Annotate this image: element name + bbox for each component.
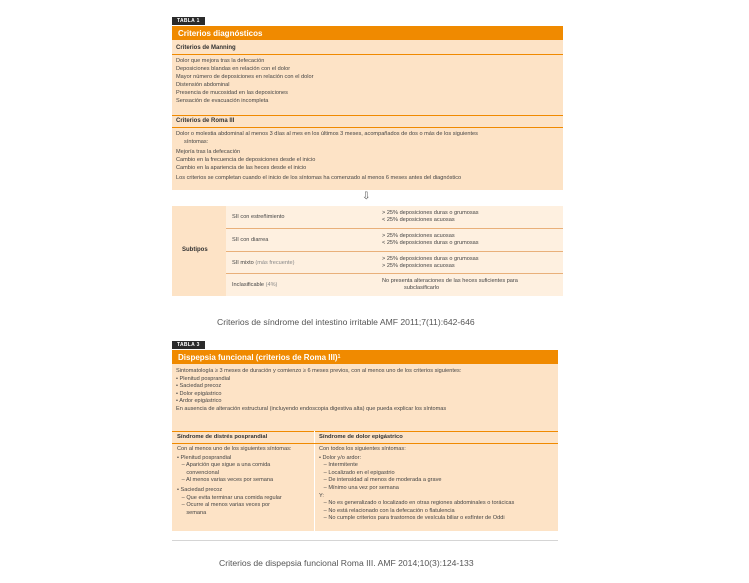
roma-separator [172,127,563,128]
distres-line: – Al menos varias veces por semana [177,477,274,484]
dolor-column [319,446,514,523]
distres-line: convencional [177,469,219,476]
distres-line: semana [177,509,207,516]
subtype-name: Inclasificable (4%) [232,281,278,288]
distres-line: – Ocurre al menos varias veces por [177,502,270,509]
manning-item: Mayor número de deposiciones en relación con el dolor [176,74,314,80]
dolor-line: Y: [319,492,324,499]
table3-mid-separator [172,431,558,432]
subtype-value: < 25% deposiciones duras o grumosas [382,240,479,246]
manning-item: Sensación de evacuación incompleta [176,98,269,104]
distres-intro: Con al menos uno de los siguientes síntomas: [177,446,292,452]
subtype-value: > 25% deposiciones acuosas [382,262,455,269]
table3-title: Dispepsia funcional (criterios de Roma III) 1 [172,350,558,364]
dolor-line: – Intermitente [319,462,358,469]
caption-table1: Criterios de síndrome del intestino irritable AMF 2011;7(11):642-646 [217,317,475,327]
roma-heading: Criterios de Roma III [176,118,235,124]
subtype-row [226,206,563,229]
subtype-value: > 25% deposiciones duras o grumosas [382,210,479,217]
subtype-row [226,274,563,295]
subtype-row [226,252,563,274]
subtype-name: SII con estreñimiento [232,214,285,220]
manning-item: Distensión abdominal [176,82,230,88]
subtype-value: > 25% deposiciones acuosas [382,233,455,240]
subtype-value: No presenta alteraciones de las heces suficientes para [382,277,518,284]
manning-list [176,57,313,105]
distres-line: • Saciedad precoz [177,486,223,493]
dolor-line: – No cumple criterios para trastornos de vesícula biliar o esfínter de Oddi [319,515,505,522]
table3-intro-block [176,368,461,414]
table3-item: • Ardor epigástrico [176,398,222,405]
table3-item: • Saciedad precoz [176,383,222,390]
caption-table3: Criterios de dispepsia funcional Roma III. AMF 2014;10(3):124-133 [219,558,474,568]
table3-intro: Sintomatología ≥ 3 meses de duración y comienzo ≥ 6 meses previos, con al menos uno de los criterios siguientes: [176,368,462,374]
roma-top-separator [172,115,563,116]
manning-heading: Criterios de Manning [176,45,236,51]
dolor-heading: Síndrome de dolor epigástrico [319,434,403,440]
subtype-row [226,229,563,252]
distres-heading: Síndrome de distrés posprandial [177,434,268,440]
roma-item: Cambio en la frecuencia de deposiciones desde el inicio [176,157,316,163]
subtype-value: < 25% deposiciones acuosas [382,217,455,223]
manning-item: Presencia de mucosidad en las deposiciones [176,90,288,96]
table1-tag: TABLA 1 [172,17,205,25]
manning-item: Deposiciones blandas en relación con el dolor [176,66,291,72]
subtypes-label: Subtipos [182,247,208,253]
distres-line: • Plenitud posprandial [177,454,232,461]
roma-item: Cambio en la apariencia de las heces desde el inicio [176,165,307,171]
dolor-intro: Con todos los siguientes síntomas: [319,446,406,452]
manning-separator [172,54,563,55]
roma-intro: Dolor o molestia abdominal al menos 3 días al mes en los últimos 3 meses, acompañados de dos o más de los siguientes [176,131,478,137]
column-divider [314,431,315,531]
distres-column [177,446,291,517]
distres-line: – Aparición que sigue a una comida [177,462,271,469]
roma-item: Mejoría tras la defecación [176,149,241,155]
table3-note: En ausencia de alteración estructural (incluyendo endoscopia digestiva alta) que pueda explicar los síntomas [176,405,447,412]
table3-item: • Dolor epigástrico [176,390,222,397]
table3-item: • Plenitud posprandial [176,375,231,382]
dolor-line: – No está relacionado con la defecación o flatulencia [319,507,455,514]
subtype-name: SII con diarrea [232,237,269,243]
dolor-line: – De intensidad al menos de moderada a grave [319,477,442,484]
subtype-value: subclasificarlo [404,284,440,291]
roma-intro-cont: síntomas: [184,139,209,145]
dolor-line: – No es generalizado o localizado en otras regiones abdominales o torácicas [319,500,515,507]
column-heading-separator [172,443,558,444]
subtype-name: SII mixto (más frecuente) [232,259,295,266]
manning-item: Dolor que mejora tras la defecación [176,58,265,64]
table3-tag: TABLA 3 [172,341,205,349]
roma-list [176,130,478,182]
dolor-line: – Localizado en el epigastrio [319,469,395,476]
caption-divider [172,540,558,541]
distres-line: – Que evita terminar una comida regular [177,494,282,501]
subtype-value: > 25% deposiciones duras o grumosas [382,255,479,262]
dolor-line: • Dolor y/o ardor: [319,454,362,461]
table1-title: Criterios diagnósticos [172,26,563,40]
down-arrow-icon: ⇩ [362,191,371,202]
dolor-line: – Mínimo una vez por semana [319,484,399,491]
roma-note: Los criterios se completan cuando el inicio de los síntomas ha comenzado al menos 6 meses antes del diagnóstico [176,175,462,181]
